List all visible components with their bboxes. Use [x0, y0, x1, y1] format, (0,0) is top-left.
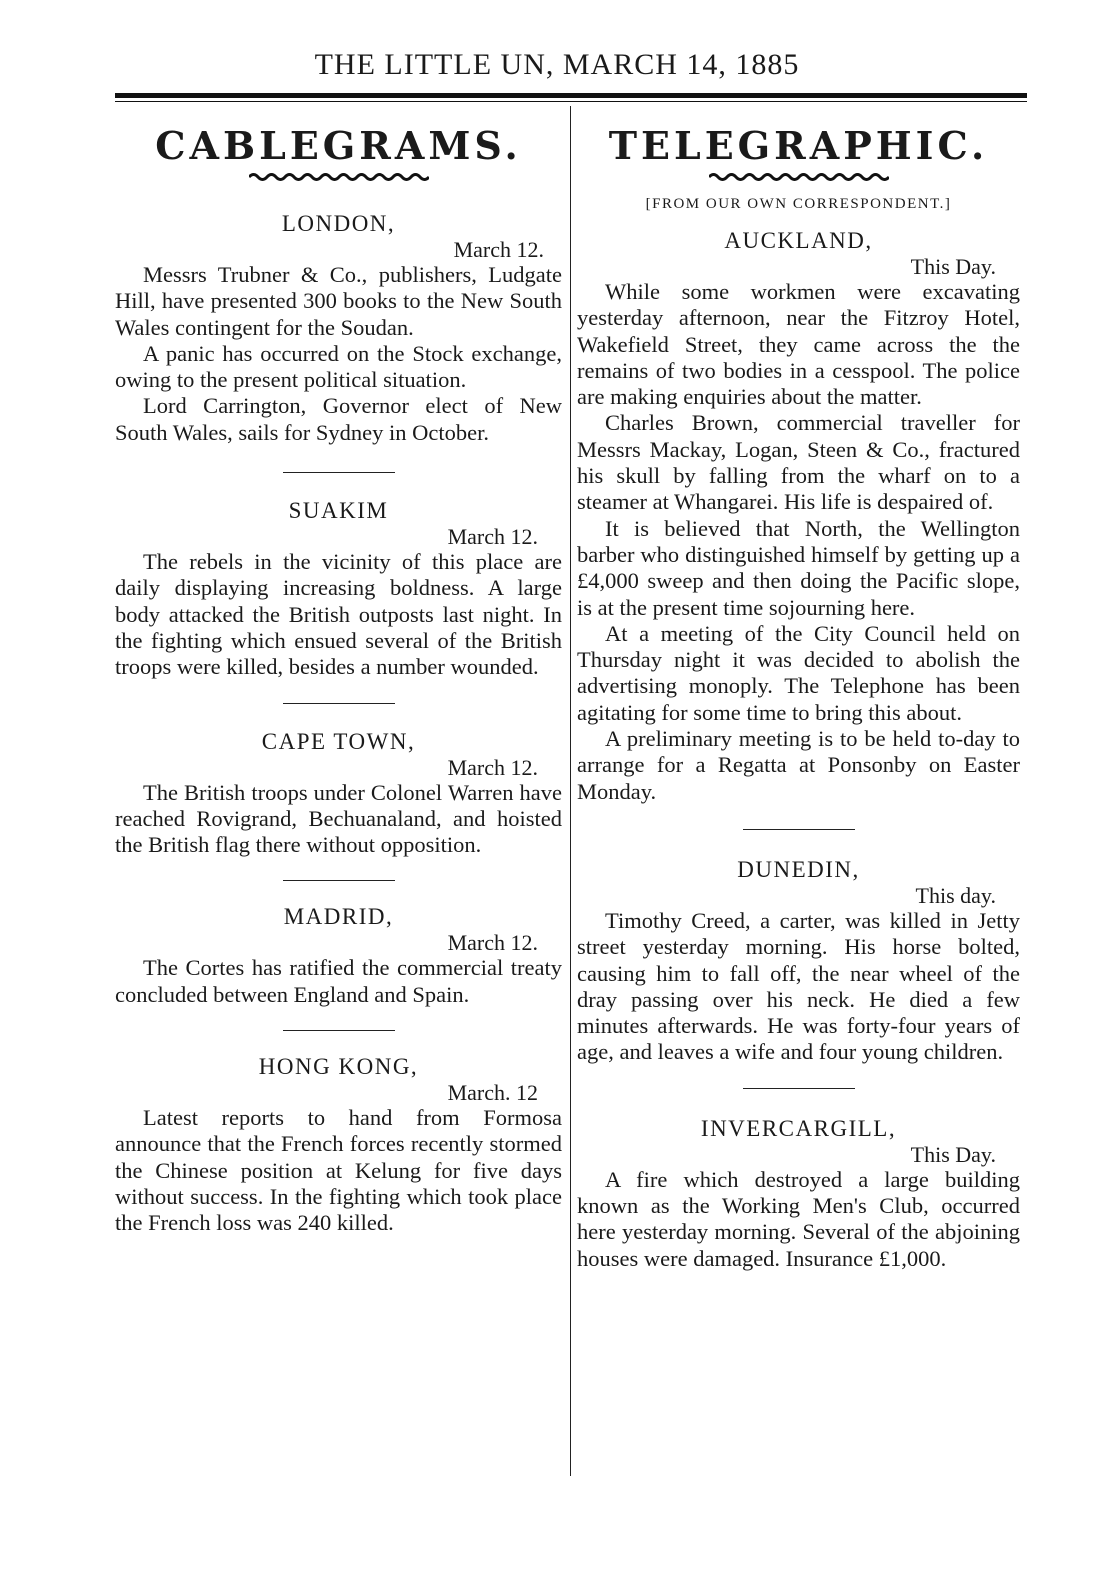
- story-london: [115, 210, 562, 446]
- story-madrid: [115, 903, 562, 1008]
- story-separator: [283, 1030, 395, 1031]
- story-dunedin: [577, 856, 1020, 1066]
- column-divider: [570, 106, 571, 1476]
- masthead-rule: [115, 93, 1027, 98]
- story-paragraph: While some workmen were excavating yesterday afternoon, near the Fitzroy Hotel, Wakefield Street, they came across the the remains of two bodies in a cesspool. The police are making enquiries about the matter.: [577, 279, 1020, 410]
- story-paragraph: The British troops under Colonel Warren have reached Rovigrand, Bechuanaland, and hoisted the British flag there without opposition.: [115, 779, 562, 858]
- section-heading: CABLEGRAMS.: [155, 123, 522, 168]
- story-paragraph: Latest reports to hand from Formosa announce that the French forces recently stormed the Chinese position at Kelung for five days without success. In the fighting which took place the French loss was 240 killed.: [115, 1105, 562, 1236]
- story-paragraph: Lord Carrington, Governor elect of New South Wales, sails for Sydney in October.: [115, 393, 562, 445]
- story-separator: [743, 1088, 855, 1089]
- story-place: DUNEDIN,: [737, 856, 860, 882]
- story-paragraph: Timothy Creed, a carter, was killed in Jetty street yesterday morning. His horse bolted, causing him to fall off, the near wheel of the dray passing over his neck. He died a few minutes afterwards. He was forty-four years of age, and leaves a wife and four young children.: [577, 907, 1020, 1065]
- story-date: This Day.: [910, 254, 996, 279]
- story-cape-town: [115, 728, 562, 859]
- story-paragraph: A preliminary meeting is to be held to-day to arrange for a Regatta at Ponsonby on Easter Monday.: [577, 726, 1020, 804]
- story-hong-kong: [115, 1053, 562, 1236]
- story-date: March. 12: [447, 1080, 538, 1106]
- story-auckland: [577, 227, 1020, 805]
- story-suakim: [115, 497, 562, 680]
- story-invercargill: [577, 1115, 1020, 1272]
- story-place: HONG KONG,: [258, 1054, 419, 1080]
- masthead-rule-thin: [115, 101, 1027, 102]
- story-paragraph: A fire which destroyed a large building known as the Working Men's Club, occurred here yesterday morning. Several of the abjoining houses were damaged. Insurance £1,000.: [577, 1166, 1020, 1271]
- story-paragraph: Messrs Trubner & Co., publishers, Ludgate Hill, have presented 300 books to the New South Wales contingent for the Soudan.: [115, 262, 562, 340]
- section-heading: TELEGRAPHIC.: [608, 123, 989, 168]
- wavy-rule: [709, 172, 889, 182]
- story-separator: [283, 880, 395, 881]
- story-place: CAPE TOWN,: [261, 728, 416, 754]
- story-paragraph: It is believed that North, the Wellington barber who distinguished himself by getting up a £4,000 sweep and then doing the Pacific slope, is at the present time sojourning here.: [577, 515, 1020, 620]
- story-separator: [283, 703, 395, 704]
- story-paragraph: The rebels in the vicinity of this place are daily displaying increasing boldness. A large body attacked the British outposts last night. In the fighting which ensued several of the British troops were killed, besides a number wounded.: [115, 549, 562, 680]
- wavy-rule: [249, 172, 429, 182]
- story-paragraph: At a meeting of the City Council held on Thursday night it was decided to abolish the advertising monoply. The Telephone has been agitating for some time to bring this about.: [577, 620, 1020, 725]
- story-date: March 12.: [453, 237, 544, 262]
- story-date: March 12.: [447, 524, 538, 550]
- story-place: LONDON,: [281, 211, 396, 236]
- telegraphic-column: [577, 110, 1020, 1272]
- story-paragraph: A panic has occurred on the Stock exchange, owing to the present political situation.: [115, 340, 562, 393]
- story-place: INVERCARGILL,: [700, 1115, 897, 1141]
- story-paragraph: Charles Brown, commercial traveller for Messrs Mackay, Logan, Steen & Co., fractured his skull by falling from the wharf on to a steamer at Whangarei. His life is despaired of.: [577, 410, 1020, 515]
- byline: [FROM OUR OWN CORRESPONDENT.]: [645, 196, 952, 212]
- cablegrams-column: [115, 110, 562, 1237]
- story-separator: [283, 472, 395, 473]
- story-paragraph: The Cortes has ratified the commercial treaty concluded between England and Spain.: [115, 955, 562, 1007]
- story-date: March 12.: [447, 930, 538, 956]
- story-place: MADRID,: [283, 904, 394, 930]
- story-place: AUCKLAND,: [724, 228, 873, 253]
- story-separator: [743, 829, 855, 830]
- story-date: March 12.: [447, 754, 538, 780]
- story-date: This day.: [915, 882, 996, 908]
- story-place: SUAKIM: [288, 498, 389, 524]
- masthead: THE LITTLE UN, MARCH 14, 1885: [314, 48, 800, 81]
- story-date: This Day.: [910, 1141, 996, 1167]
